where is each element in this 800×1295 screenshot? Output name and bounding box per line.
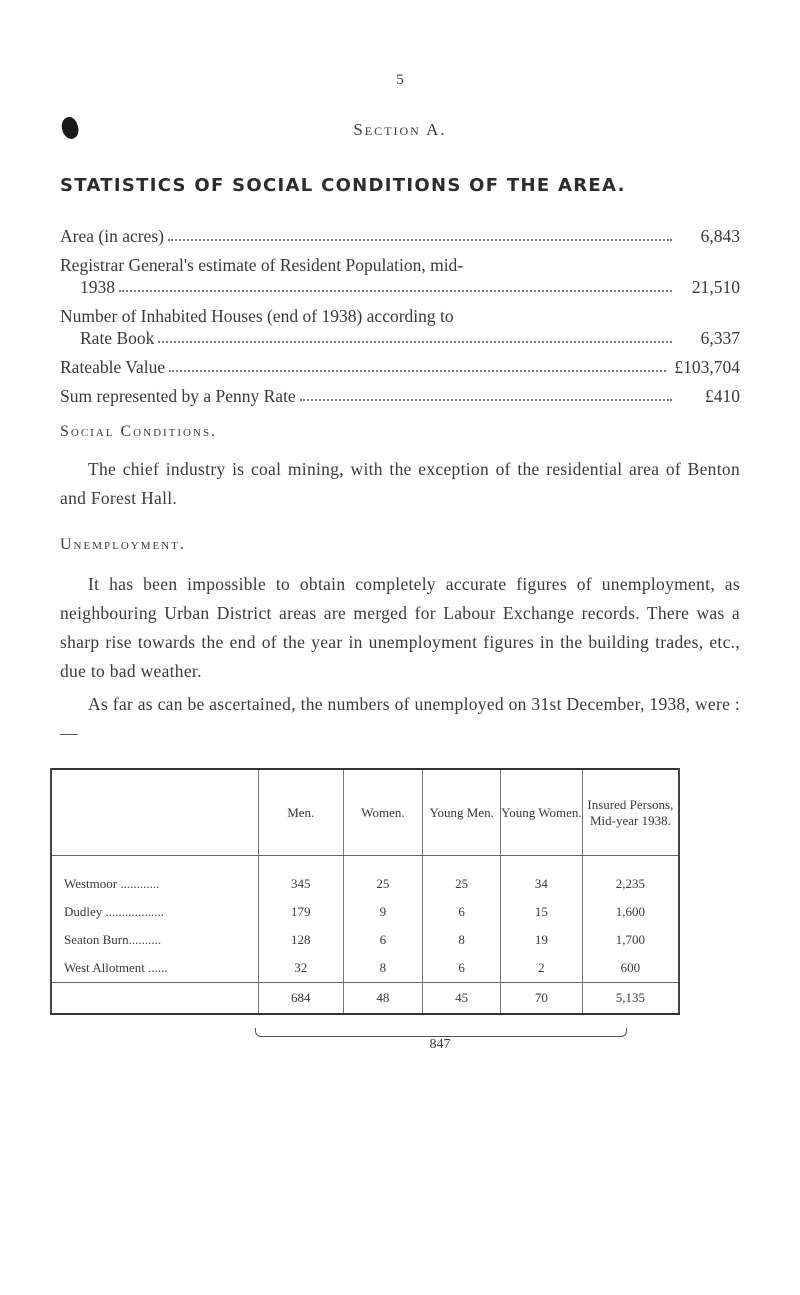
cell-men: 128: [258, 926, 343, 954]
cell-young-men: 25: [423, 856, 501, 899]
total-women: 48: [343, 983, 423, 1015]
table-header-row: [51, 769, 679, 856]
stat-value: £103,704: [674, 357, 740, 377]
unemployment-paragraph-2: As far as can be ascertained, the numbers of unemployed on 31st December, 1938, were :—: [60, 694, 740, 743]
stat-label-continued: 1938: [80, 277, 115, 297]
district-name: Westmoor ............: [51, 856, 258, 899]
table-row: [51, 898, 679, 926]
cell-young-men: 8: [423, 926, 501, 954]
column-header-insured-persons: Insured Persons, Mid-year 1938.: [582, 769, 679, 856]
unemployment-heading: Unemployment.: [60, 536, 186, 553]
cell-insured: 2,235: [582, 856, 679, 899]
combined-unemployed-total: 847: [429, 1037, 451, 1052]
cell-men: 345: [258, 856, 343, 899]
total-brace: [255, 1028, 627, 1037]
column-header: [51, 769, 258, 856]
cell-insured: 1,600: [582, 898, 679, 926]
section-heading: Section A.: [353, 120, 447, 139]
cell-men: 179: [258, 898, 343, 926]
dot-leader: [119, 290, 672, 292]
table-row: [51, 926, 679, 954]
page-number: 5: [396, 72, 404, 88]
cell-young-women: 15: [501, 898, 583, 926]
dot-leader: [169, 370, 666, 372]
stat-value: 6,843: [700, 226, 740, 246]
district-name: West Allotment ......: [51, 954, 258, 983]
total-young-women: 70: [501, 983, 583, 1015]
cell-men: 32: [258, 954, 343, 983]
cell-insured: 600: [582, 954, 679, 983]
stat-label: Area (in acres): [60, 226, 164, 246]
dot-leader: [168, 239, 672, 241]
stat-label: Sum represented by a Penny Rate: [60, 386, 296, 406]
column-header-young-men: Young Men.: [423, 769, 501, 856]
table-totals-row: [51, 983, 679, 1015]
stat-label-continued: Rate Book: [80, 328, 155, 348]
cell-women: 6: [343, 926, 423, 954]
cell-women: 9: [343, 898, 423, 926]
column-header-young-women: Young Women.: [501, 769, 583, 856]
unemployment-paragraph-1: It has been impossible to obtain completely accurate figures of unemployment, as neighbouring Urban District areas are merged for Labour Exchange records. There was a sharp rise towards the end of the year in unemployment figures in the building trades, etc., due to bad weather.: [60, 574, 740, 681]
stat-area: [60, 225, 740, 247]
social-conditions-heading: Social Conditions.: [60, 423, 218, 440]
table-row: [51, 856, 679, 899]
cell-young-women: 34: [501, 856, 583, 899]
stat-houses: [60, 305, 740, 349]
cell-insured: 1,700: [582, 926, 679, 954]
social-conditions-text: The chief industry is coal mining, with the exception of the residential area of Benton and Forest Hall.: [60, 459, 740, 508]
totals-label-cell: [51, 983, 258, 1015]
district-name: Dudley ..................: [51, 898, 258, 926]
stat-population: [60, 254, 740, 298]
page-title: STATISTICS OF SOCIAL CONDITIONS OF THE AREA.: [60, 175, 626, 196]
cell-women: 25: [343, 856, 423, 899]
district-name: Seaton Burn..........: [51, 926, 258, 954]
total-young-men: 45: [423, 983, 501, 1015]
unemployment-table: [50, 768, 680, 1015]
dot-leader: [158, 341, 672, 343]
column-header-women: Women.: [343, 769, 423, 856]
stat-label: Rateable Value: [60, 357, 166, 377]
cell-young-men: 6: [423, 954, 501, 983]
stat-value: 21,510: [691, 277, 740, 297]
cell-women: 8: [343, 954, 423, 983]
area-statistics: [60, 225, 740, 414]
stat-penny-rate: [60, 385, 740, 407]
stat-label: Registrar General's estimate of Resident Population, mid-: [60, 255, 464, 275]
stat-value: 6,337: [700, 328, 740, 348]
dot-leader: [300, 399, 672, 401]
table-row: [51, 954, 679, 983]
total-insured: 5,135: [582, 983, 679, 1015]
total-men: 684: [258, 983, 343, 1015]
column-header-men: Men.: [258, 769, 343, 856]
cell-young-women: 19: [501, 926, 583, 954]
stat-rateable-value: [60, 356, 740, 378]
cell-young-men: 6: [423, 898, 501, 926]
stat-value: £410: [705, 386, 740, 406]
stat-label: Number of Inhabited Houses (end of 1938) according to: [60, 306, 454, 326]
cell-young-women: 2: [501, 954, 583, 983]
